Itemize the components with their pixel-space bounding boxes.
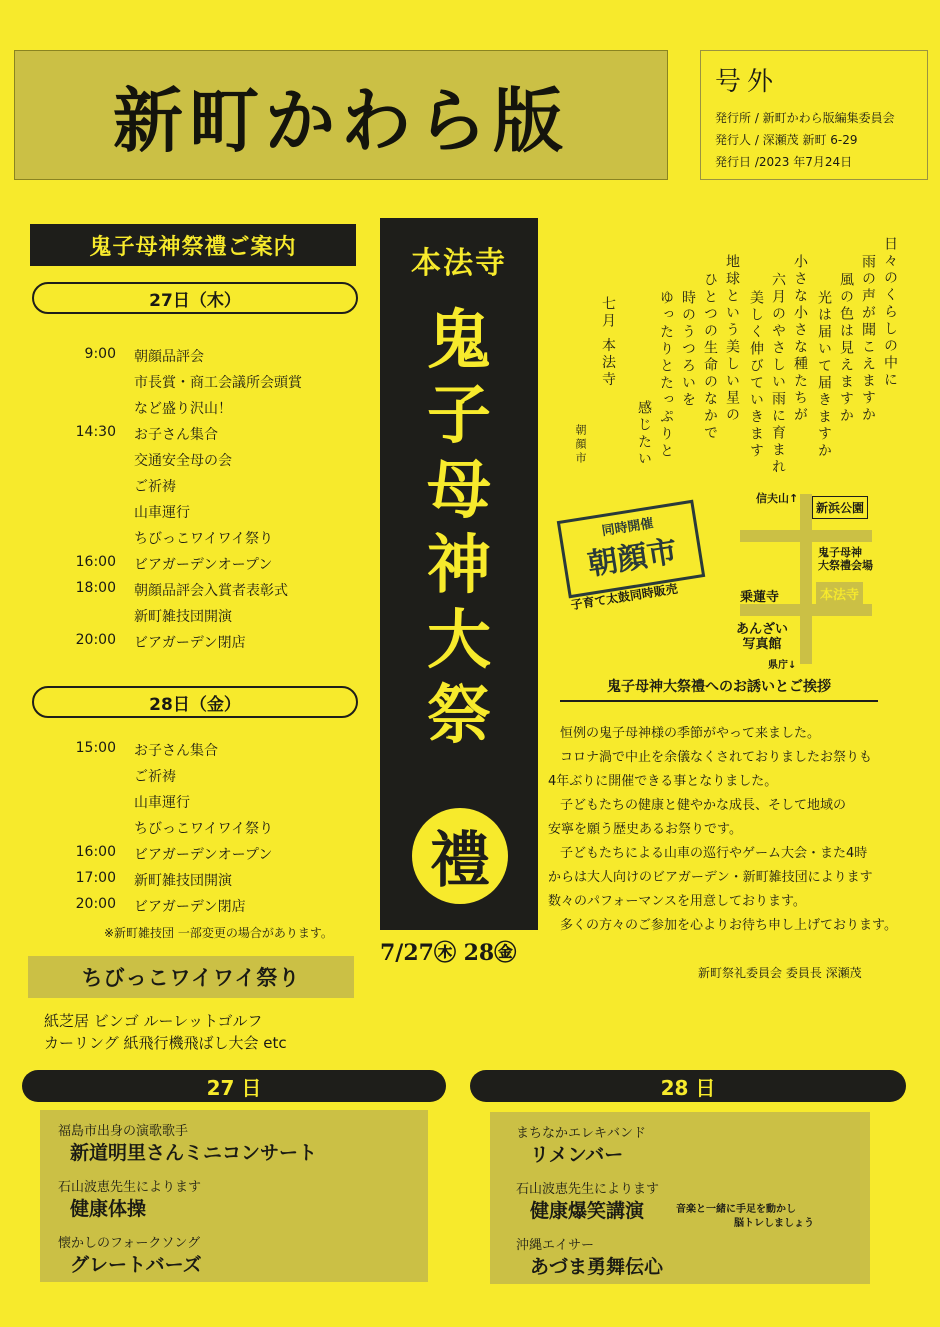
poem-line: 地球という美しい星の — [724, 254, 740, 424]
banner-title-char: 鬼 — [427, 303, 491, 378]
day1-label: 27日（木） — [32, 282, 358, 314]
masthead-title: 新町かわら版 — [113, 78, 569, 162]
stage28-item-note: 脳トレしましょう — [734, 1218, 814, 1229]
greeting-line: 安寧を願う歴史あるお祭りです。 — [548, 822, 742, 837]
day2-label: 28日（金） — [32, 686, 358, 718]
map-label-kencho: 県庁↓ — [768, 660, 797, 671]
map-label-park: 新浜公園 — [812, 496, 868, 519]
stage28-item-main: リメンバー — [530, 1144, 624, 1166]
poem-line: 時のうつろいを — [680, 290, 696, 409]
banner-temple-name: 本法寺 — [411, 246, 507, 281]
poem-line: 美しく伸びていきます — [748, 290, 764, 460]
greeting-line: 恒例の鬼子母神様の季節がやって来ました。 — [560, 726, 821, 741]
greeting-line: コロナ渦で中止を余儀なくされておりましたお祭りも — [560, 750, 873, 765]
stage27-item-sub: 懐かしのフォークソング — [58, 1236, 201, 1251]
poem-line: 六月のやさしい雨に育まれ — [770, 272, 786, 476]
chibikko-line: 紙芝居 ビンゴ ルーレットゴルフ — [44, 1012, 263, 1030]
stage28-item-sub: 石山波恵先生によります — [516, 1182, 660, 1197]
greeting-signature: 新町祭礼委員会 委員長 深瀬茂 — [698, 966, 862, 980]
map-road-vertical — [800, 494, 812, 664]
poem-signature: 七月 本法寺 — [600, 296, 616, 389]
map-label-venue: 鬼子母神 大祭禮会場 — [818, 546, 873, 572]
festival-banner — [380, 218, 538, 930]
stage28-item-main: 健康爆笑講演 — [530, 1200, 645, 1222]
banner-title-char: 子 — [427, 378, 491, 453]
greeting-line: からは大人向けのビアガーデン・新町雑技団によります — [548, 870, 873, 885]
stamp-note: 子育て太鼓同時販売 — [569, 581, 679, 613]
stage27-box — [40, 1110, 428, 1282]
stage27-item-main: グレートバーズ — [70, 1254, 202, 1276]
banner-title-char: 祭 — [427, 678, 491, 753]
map-road-horizontal — [740, 530, 872, 542]
stage28-box — [490, 1112, 870, 1284]
poem-line: ひとつの生命のなかで — [702, 272, 718, 442]
schedule-title: 鬼子母神祭禮ご案内 — [30, 224, 356, 266]
greeting-line: 数々のパフォーマンスを用意しております。 — [548, 894, 806, 909]
greeting-line: 4年ぶりに開催できる事となりました。 — [548, 774, 778, 789]
stage27-item-main: 健康体操 — [70, 1198, 147, 1220]
poem-line: 感じたい — [636, 400, 652, 468]
map-road-horizontal — [740, 604, 872, 616]
stage28-item-sub: 沖縄エイサー — [516, 1238, 595, 1253]
stage27-item-main: 新道明里さんミニコンサート — [70, 1142, 318, 1164]
poem-line: 小さな小さな種たちが — [792, 254, 808, 424]
chibikko-title: ちびっこワイワイ祭り — [28, 956, 354, 998]
stage28-item-main: あづま勇舞伝心 — [530, 1256, 664, 1278]
stage27-item-sub: 福島市出身の演歌歌手 — [58, 1124, 189, 1139]
schedule-note: ※新町雑技団 一部変更の場合があります。 — [104, 926, 333, 940]
greeting-line: 子どもたちによる山車の巡行やゲーム大会・また4時 — [560, 846, 868, 861]
stage28-item-note: 音楽と一緒に手足を動かし — [676, 1204, 796, 1215]
publisher-line: 発行所 / 新町かわら版編集委員会 — [715, 111, 895, 125]
poem-line: ゆったりとたっぷりと — [658, 290, 674, 460]
stage28-item-sub: まちなかエレキバンド — [516, 1126, 647, 1141]
asagao-market-stamp — [557, 500, 706, 599]
map-label-anzai: あんざい 写真館 — [736, 622, 789, 652]
issue-label: 号外 — [715, 67, 780, 97]
banner-title-char: 母 — [427, 453, 491, 528]
issuer-line: 発行人 / 深瀬茂 新町 6-29 — [715, 133, 858, 147]
map-label-shinobuyama: 信夫山↑ — [756, 492, 799, 505]
issue-info-box — [700, 50, 928, 180]
map-label-honpoji: 本法寺 — [816, 582, 863, 605]
poem-line: 光は届いて届きますか — [816, 290, 832, 460]
stamp-title: 朝顔市 — [585, 534, 680, 583]
banner-title-char: 神 — [427, 528, 491, 603]
stage27-header: 27 日 — [22, 1070, 446, 1102]
issue-date-line: 発行日 /2023 年7月24日 — [715, 155, 853, 169]
greeting-title: 鬼子母神大祭禮へのお誘いとご挨拶 — [560, 676, 878, 702]
poem-line: 日々のくらしの中に — [882, 236, 898, 389]
chibikko-line: カーリング 紙飛行機飛ばし大会 etc — [44, 1034, 287, 1052]
poem-byline: 朝顔市 — [574, 424, 587, 466]
poem-line: 雨の声が聞こえますか — [860, 254, 876, 424]
poem-line: 風の色は見えますか — [838, 272, 854, 425]
festival-dates: 7/27㊍ 28㊎ — [380, 940, 517, 966]
banner-title-char: 大 — [427, 603, 491, 678]
banner-circle-emblem: 禮 — [412, 808, 508, 904]
stage27-item-sub: 石山波恵先生によります — [58, 1180, 202, 1195]
masthead — [14, 50, 668, 180]
greeting-line: 子どもたちの健康と健やかな成長、そして地域の — [560, 798, 847, 813]
stage28-header: 28 日 — [470, 1070, 906, 1102]
greeting-line: 多くの方々のご参加を心よりお待ち申し上げております。 — [560, 918, 897, 933]
banner-title — [380, 303, 538, 753]
map-label-jorenji: 乗蓮寺 — [740, 590, 780, 605]
stamp-subtitle: 同時開催 — [600, 516, 655, 540]
